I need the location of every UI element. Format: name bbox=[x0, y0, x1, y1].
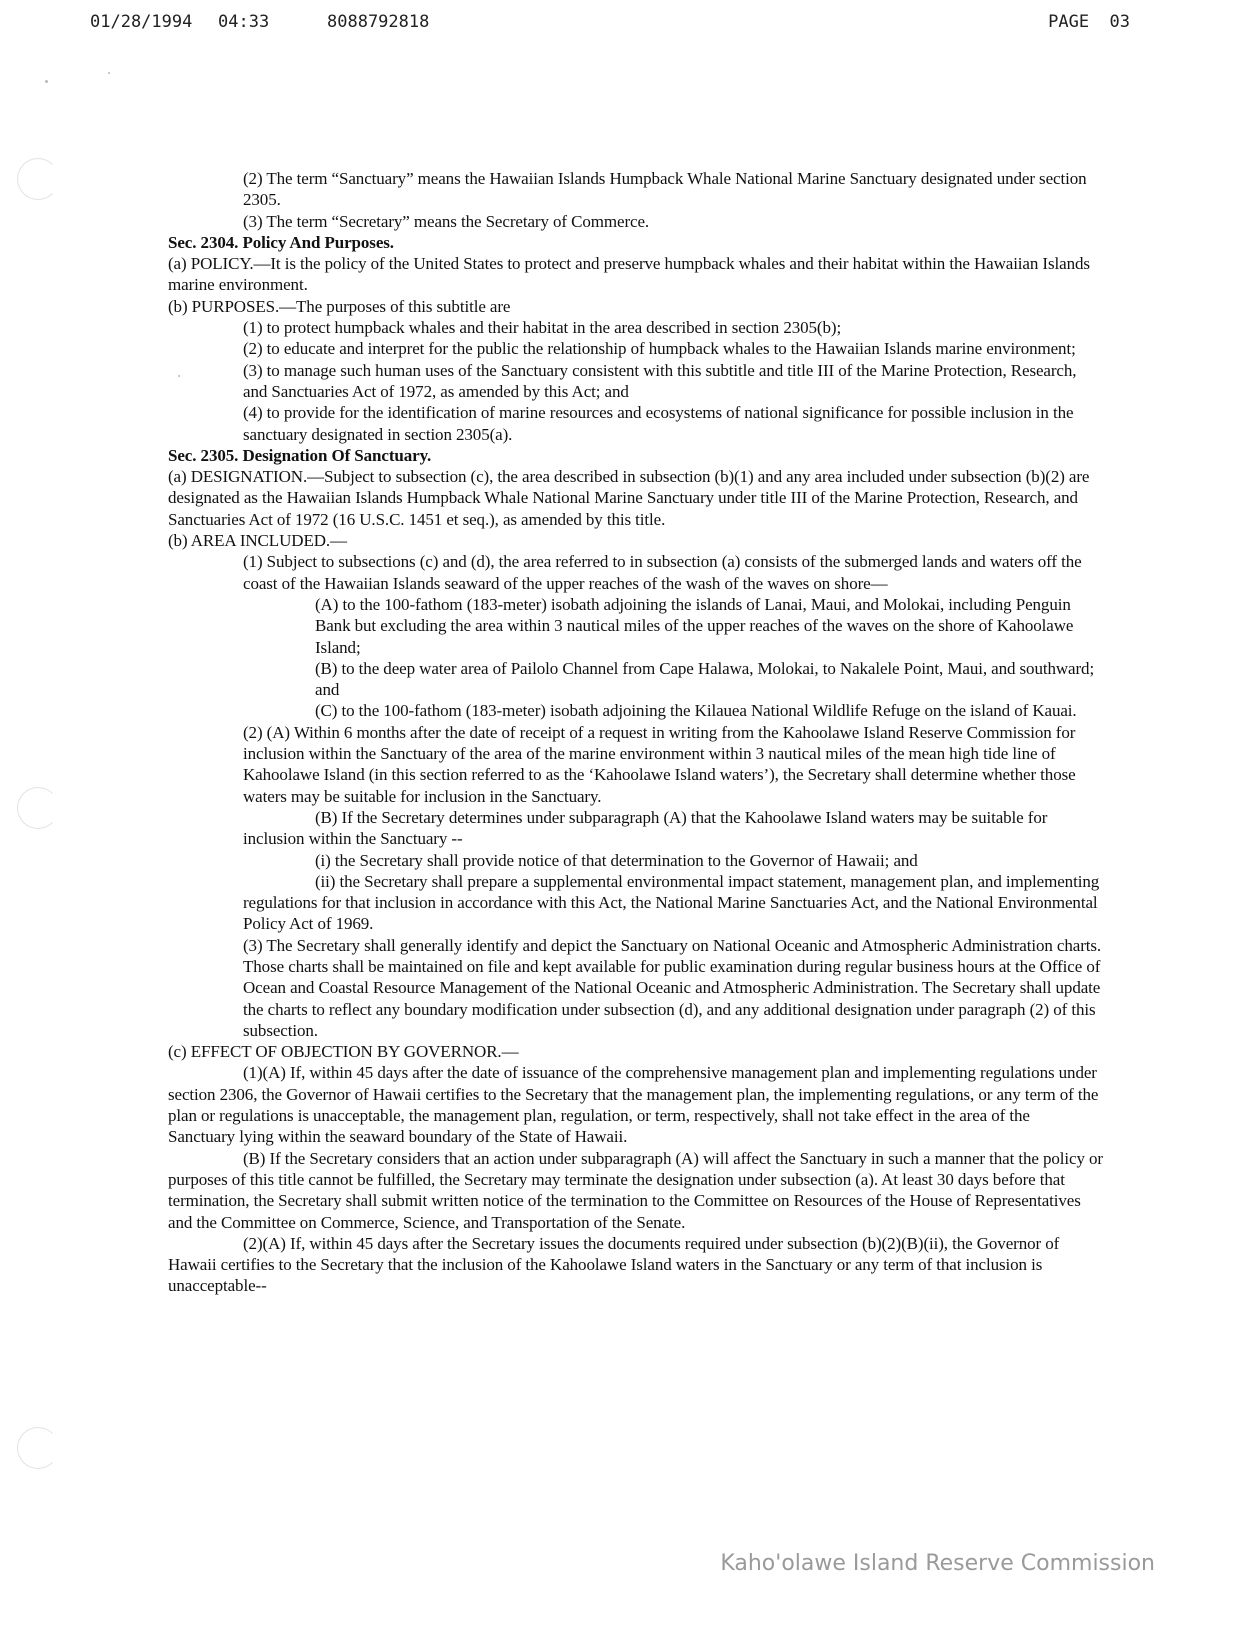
paragraph: (a) DESIGNATION.—Subject to subsection (c), the area described in subsection (b)(1) and any area included under subsection (b)(2) are designated as the Hawaiian Islands Humpback Whale National Marine Sanctuary under title III of the Marine Protection, Research, and Sanctuaries Act of 1972 (16 U.S.C. 1451 et seq.), as amended by this title. bbox=[168, 467, 1090, 529]
paragraph: (b) PURPOSES.—The purposes of this subtitle are bbox=[168, 296, 511, 316]
fax-date: 01/28/1994 bbox=[90, 12, 193, 32]
document-body bbox=[168, 168, 1103, 1297]
paragraph: (1)(A) If, within 45 days after the date of issuance of the comprehensive management plan and implementing regulations under section 2306, the Governor of Hawaii certifies to the Secretary that the management plan, the implementing regulations, or any term of the plan or regulations is unacceptable, the management plan, regulation, or term, respectively, shall not take effect in the area of the bbox=[168, 1063, 1099, 1126]
fax-time: 04:33 bbox=[218, 12, 270, 32]
watermark: Kaho'olawe Island Reserve Commission bbox=[720, 1551, 1155, 1576]
fax-page-label: PAGE 03 bbox=[1048, 12, 1130, 32]
paragraph: (C) to the 100-fathom (183-meter) isobath adjoining the Kilauea National Wildlife Refuge on the island of Kauai. bbox=[315, 701, 1077, 721]
paragraph: (c) EFFECT OF OBJECTION BY GOVERNOR.— bbox=[168, 1042, 519, 1062]
paragraph: (3) The Secretary shall generally identify and depict the Sanctuary on National Oceanic and Atmospheric Administration charts. Those charts shall be maintained on file and kept available for public examination during regular business hours at the Office of Ocean and Coastal Resource Management of the National Oceanic and Atmospheric Administration. The Secretary shall update the charts to reflect any boundary modification under subsection (d), and any additional designation under paragraph (2) of this subsection. bbox=[243, 935, 1102, 1040]
paragraph: (2) to educate and interpret for the public the relationship of humpback whales to the Hawaiian Islands marine environment; bbox=[243, 339, 1076, 359]
section-heading: Sec. 2305. Designation Of Sanctuary. bbox=[168, 445, 432, 465]
punch-hole bbox=[17, 158, 59, 200]
punch-hole bbox=[17, 1427, 59, 1469]
paragraph: (B) If the Secretary determines under subparagraph (A) that the Kahoolawe Island waters may be suitable for inclusion within the Sanctuary -- bbox=[243, 807, 1048, 849]
paragraph: Sanctuary lying within the seaward boundary of the State of Hawaii. bbox=[168, 1127, 628, 1147]
paragraph: (B) If the Secretary considers that an action under subparagraph (A) will affect the Sanctuary in such a manner that the policy or purposes of this title cannot be fulfilled, the Secretary may terminate the designation under subsection (a). At least 30 days before that termination, the Secretary shall submit written notice of the termination to the Committee on Resources of the House of Representatives and the Committee on Commerce, Science, and Transportation of the Senate. bbox=[168, 1148, 1103, 1232]
paragraph: (2) (A) Within 6 months after the date of receipt of a request in writing from the Kahoolawe Island Reserve Commission for inclusion within the Sanctuary of the area of the marine environment within 3 nautical miles of the mean high tide line of Kahoolawe Island (in this section referred to as the ‘Kahoolawe Island waters’), the Secretary shall determine whether those waters may be suitable for inclusion in the Sanctuary. bbox=[243, 722, 1076, 806]
paragraph: (B) to the deep water area of Pailolo Channel from Cape Halawa, Molokai, to Nakalele Point, Maui, and southward; and bbox=[315, 658, 1095, 700]
paragraph: (A) to the 100-fathom (183-meter) isobath adjoining the islands of Lanai, Maui, and Molokai, including Penguin Bank but excluding the area within 3 nautical miles of the upper reaches of the waves on the shore of Kahoolawe Island; bbox=[315, 594, 1074, 657]
paragraph: (ii) the Secretary shall prepare a supplemental environmental impact statement, management plan, and implementing regulations for that inclusion in accordance with this Act, the National Marine Sanctuaries Act, and the National Environmental Policy Act of 1969. bbox=[243, 871, 1100, 934]
section-heading: Sec. 2304. Policy And Purposes. bbox=[168, 232, 394, 252]
paragraph: (3) to manage such human uses of the Sanctuary consistent with this subtitle and title III of the Marine Protection, Research, and Sanctuaries Act of 1972, as amended by this Act; and bbox=[243, 360, 1077, 401]
paragraph: (i) the Secretary shall provide notice of that determination to the Governor of Hawaii; and bbox=[315, 850, 918, 870]
paragraph: (2) The term “Sanctuary” means the Hawaiian Islands Humpback Whale National Marine Sanctuary designated under section 2305. bbox=[243, 169, 1087, 210]
paragraph: (2)(A) If, within 45 days after the Secretary issues the documents required under subsection (b)(2)(B)(ii), the Governor of Hawaii certifies to the Secretary that the inclusion of the Kahoolawe Island waters in the Sanctuary or any term of that inclusion is unacceptable-- bbox=[168, 1233, 1060, 1296]
paragraph: (a) POLICY.—It is the policy of the United States to protect and preserve humpback whales and their habitat within the Hawaiian Islands marine environment. bbox=[168, 254, 1090, 295]
paragraph: (1) to protect humpback whales and their habitat in the area described in section 2305(b); bbox=[243, 318, 842, 338]
scan-speck bbox=[45, 80, 48, 83]
fax-number: 8088792818 bbox=[327, 12, 430, 32]
paragraph: (1) Subject to subsections (c) and (d), the area referred to in subsection (a) consists of the submerged lands and waters off the coast of the Hawaiian Islands seaward of the upper reaches of the wash of the waves on shore— bbox=[243, 552, 1082, 593]
paragraph: (4) to provide for the identification of marine resources and ecosystems of national significance for possible inclusion in the sanctuary designated in section 2305(a). bbox=[243, 403, 1074, 444]
scan-speck bbox=[108, 72, 110, 74]
paragraph: (3) The term “Secretary” means the Secretary of Commerce. bbox=[243, 211, 650, 231]
paragraph: (b) AREA INCLUDED.— bbox=[168, 531, 347, 551]
fax-header bbox=[90, 12, 1130, 38]
punch-hole bbox=[17, 787, 59, 829]
